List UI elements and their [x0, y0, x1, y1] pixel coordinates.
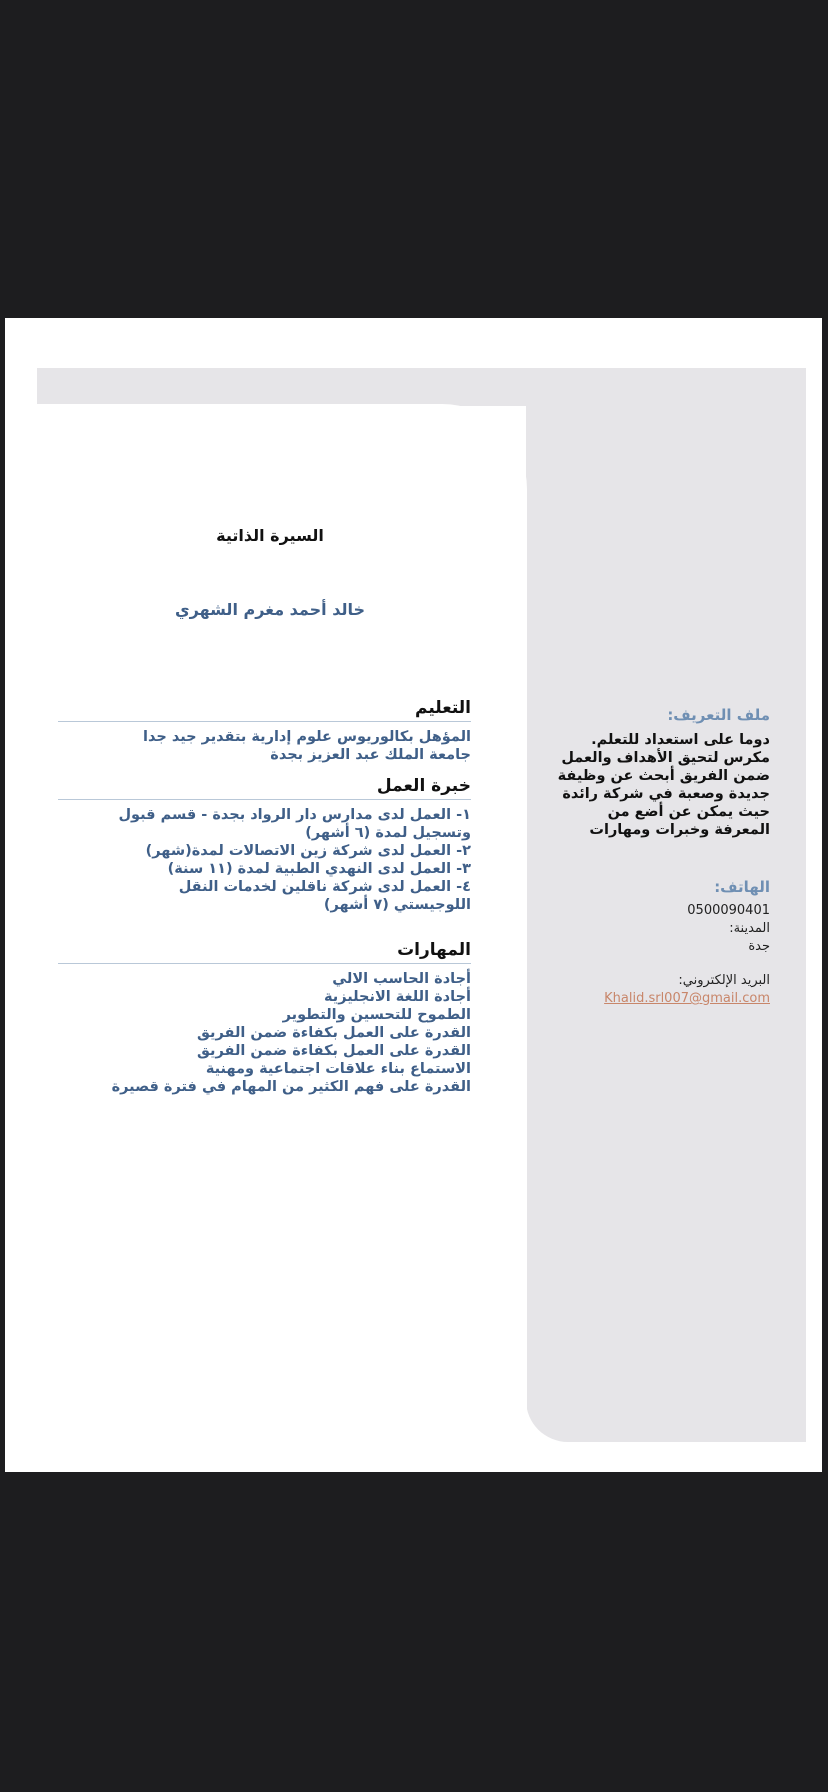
education-item: جامعة الملك عبد العزيز بجدة: [270, 747, 471, 763]
header-band-curve: [665, 368, 806, 458]
skills-section: [58, 940, 471, 1096]
header-band: [37, 368, 697, 406]
skill-item: الاستماع بناء علاقات اجتماعية ومهنية: [205, 1061, 471, 1077]
profile-section: [553, 706, 770, 839]
profile-heading: ملف التعريف:: [667, 706, 770, 724]
skill-item: أجادة اللغة الانجليزية: [323, 989, 471, 1005]
resume-page: [5, 318, 822, 1472]
skill-item: القدرة على العمل بكفاءة ضمن الفريق: [196, 1043, 471, 1059]
email-label: البريد الإلكتروني:: [678, 973, 770, 988]
email-link[interactable]: Khalid.srl007@gmail.com: [604, 991, 770, 1006]
skills-heading: المهارات: [58, 940, 471, 964]
experience-item: ٢- العمل لدى شركة زين الاتصالات لمدة(شهر): [145, 843, 471, 859]
education-item: المؤهل بكالوريوس علوم إدارية بتقدير جيد جدا: [143, 729, 471, 745]
city-label: المدينة:: [729, 921, 770, 936]
skill-item: القدرة على فهم الكثير من المهام في فترة قصيرة: [111, 1079, 471, 1095]
phone-label: الهاتف:: [714, 878, 770, 896]
city-value: جدة: [748, 939, 770, 954]
profile-text: دوما على استعداد للتعلم. مكرس لتحيق الأهداف والعمل ضمن الفريق أبحث عن وظيفة جديدة وصعبة في شركة رائدة حيث يمكن عن أضع من المعرفة وخبرات ومهارات: [557, 732, 770, 838]
experience-section: [58, 776, 471, 914]
education-section: [58, 698, 471, 764]
experience-item: ١- العمل لدى مدارس دار الرواد بجدة - قسم قبول وتسجيل لمدة (٦ أشهر): [118, 807, 471, 841]
document-title: السيرة الذاتية: [216, 526, 324, 545]
experience-heading: خبرة العمل: [58, 776, 471, 800]
person-name: خالد أحمد مغرم الشهري: [174, 600, 366, 619]
main-content-card: [37, 404, 527, 1464]
phone-value: 0500090401: [687, 903, 770, 918]
experience-item: ٣- العمل لدى النهدي الطبية لمدة (١١ سنة): [167, 861, 471, 877]
skill-item: الطموح للتحسين والتطوير: [282, 1007, 471, 1023]
skill-item: القدرة على العمل بكفاءة ضمن الفريق: [196, 1025, 471, 1041]
skill-item: أجادة الحاسب الالي: [332, 971, 471, 987]
contact-section: [553, 878, 770, 1008]
education-heading: التعليم: [58, 698, 471, 722]
experience-item: ٤- العمل لدى شركة ناقلين لخدمات النقل اللوجيستي (٧ أشهر): [178, 879, 471, 913]
